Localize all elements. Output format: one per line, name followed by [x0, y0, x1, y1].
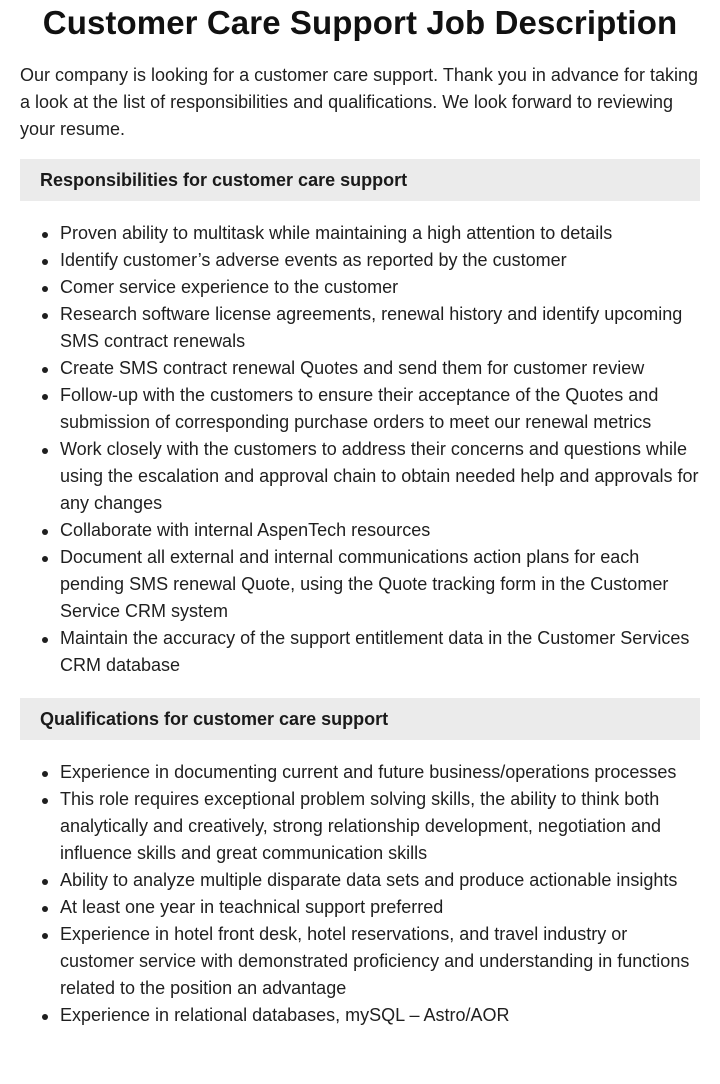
list-item — [20, 517, 700, 544]
bullet-icon — [42, 933, 48, 939]
bullet-icon — [42, 232, 48, 238]
list-item — [20, 867, 700, 894]
qualifications-heading: Qualifications for customer care support — [20, 698, 700, 740]
list-item-text: Ability to analyze multiple disparate data sets and produce actionable insights — [60, 870, 678, 890]
list-item-text: At least one year in teachnical support preferred — [60, 897, 444, 917]
bullet-icon — [42, 367, 48, 373]
list-item-text: Experience in hotel front desk, hotel reservations, and travel industry or customer service with demonstrated proficiency and understanding in functions related to the position an advantage — [60, 924, 690, 998]
bullet-icon — [42, 798, 48, 804]
list-item-text: Maintain the accuracy of the support entitlement data in the Customer Services CRM database — [60, 628, 690, 675]
list-item-text: Document all external and internal communications action plans for each pending SMS renewal Quote, using the Quote tracking form in the Customer Service CRM system — [60, 547, 669, 621]
list-item-text: Experience in relational databases, mySQL – Astro/AOR — [60, 1005, 510, 1025]
list-item-text: This role requires exceptional problem solving skills, the ability to think both analytically and creatively, strong relationship development, negotiation and influence skills and great communication skills — [60, 789, 662, 863]
bullet-icon — [42, 313, 48, 319]
bullet-icon — [42, 394, 48, 400]
list-item — [20, 382, 700, 436]
list-item-text: Follow-up with the customers to ensure their acceptance of the Quotes and submission of corresponding purchase orders to meet our renewal metrics — [60, 385, 659, 432]
list-item — [20, 247, 700, 274]
list-item — [20, 1002, 700, 1029]
bullet-icon — [42, 637, 48, 643]
bullet-icon — [42, 771, 48, 777]
list-item — [20, 355, 700, 382]
list-item-text: Create SMS contract renewal Quotes and send them for customer review — [60, 358, 645, 378]
list-item — [20, 436, 700, 517]
bullet-icon — [42, 556, 48, 562]
list-item — [20, 274, 700, 301]
list-item-text: Research software license agreements, renewal history and identify upcoming SMS contract renewals — [60, 304, 683, 351]
list-item — [20, 759, 700, 786]
list-item-text: Identify customer’s adverse events as reported by the customer — [60, 250, 567, 270]
list-item — [20, 894, 700, 921]
bullet-icon — [42, 286, 48, 292]
list-item — [20, 220, 700, 247]
list-item-text: Collaborate with internal AspenTech resources — [60, 520, 431, 540]
bullet-icon — [42, 448, 48, 454]
bullet-icon — [42, 259, 48, 265]
responsibilities-heading: Responsibilities for customer care support — [20, 159, 700, 201]
responsibilities-list — [20, 220, 700, 679]
list-item — [20, 544, 700, 625]
bullet-icon — [42, 1014, 48, 1020]
list-item-text: Work closely with the customers to address their concerns and questions while using the escalation and approval chain to obtain needed help and approvals for any changes — [60, 439, 699, 513]
bullet-icon — [42, 529, 48, 535]
list-item — [20, 625, 700, 679]
list-item-text: Proven ability to multitask while maintaining a high attention to details — [60, 223, 613, 243]
list-item-text: Comer service experience to the customer — [60, 277, 399, 297]
list-item — [20, 301, 700, 355]
bullet-icon — [42, 906, 48, 912]
page-title: Customer Care Support Job Description — [42, 4, 678, 41]
qualifications-list — [20, 759, 700, 1029]
intro-paragraph: Our company is looking for a customer care support. Thank you in advance for taking a look at the list of responsibilities and qualifications. We look forward to reviewing your resume. — [20, 65, 699, 139]
bullet-icon — [42, 879, 48, 885]
list-item — [20, 786, 700, 867]
list-item — [20, 921, 700, 1002]
list-item-text: Experience in documenting current and future business/operations processes — [60, 762, 677, 782]
